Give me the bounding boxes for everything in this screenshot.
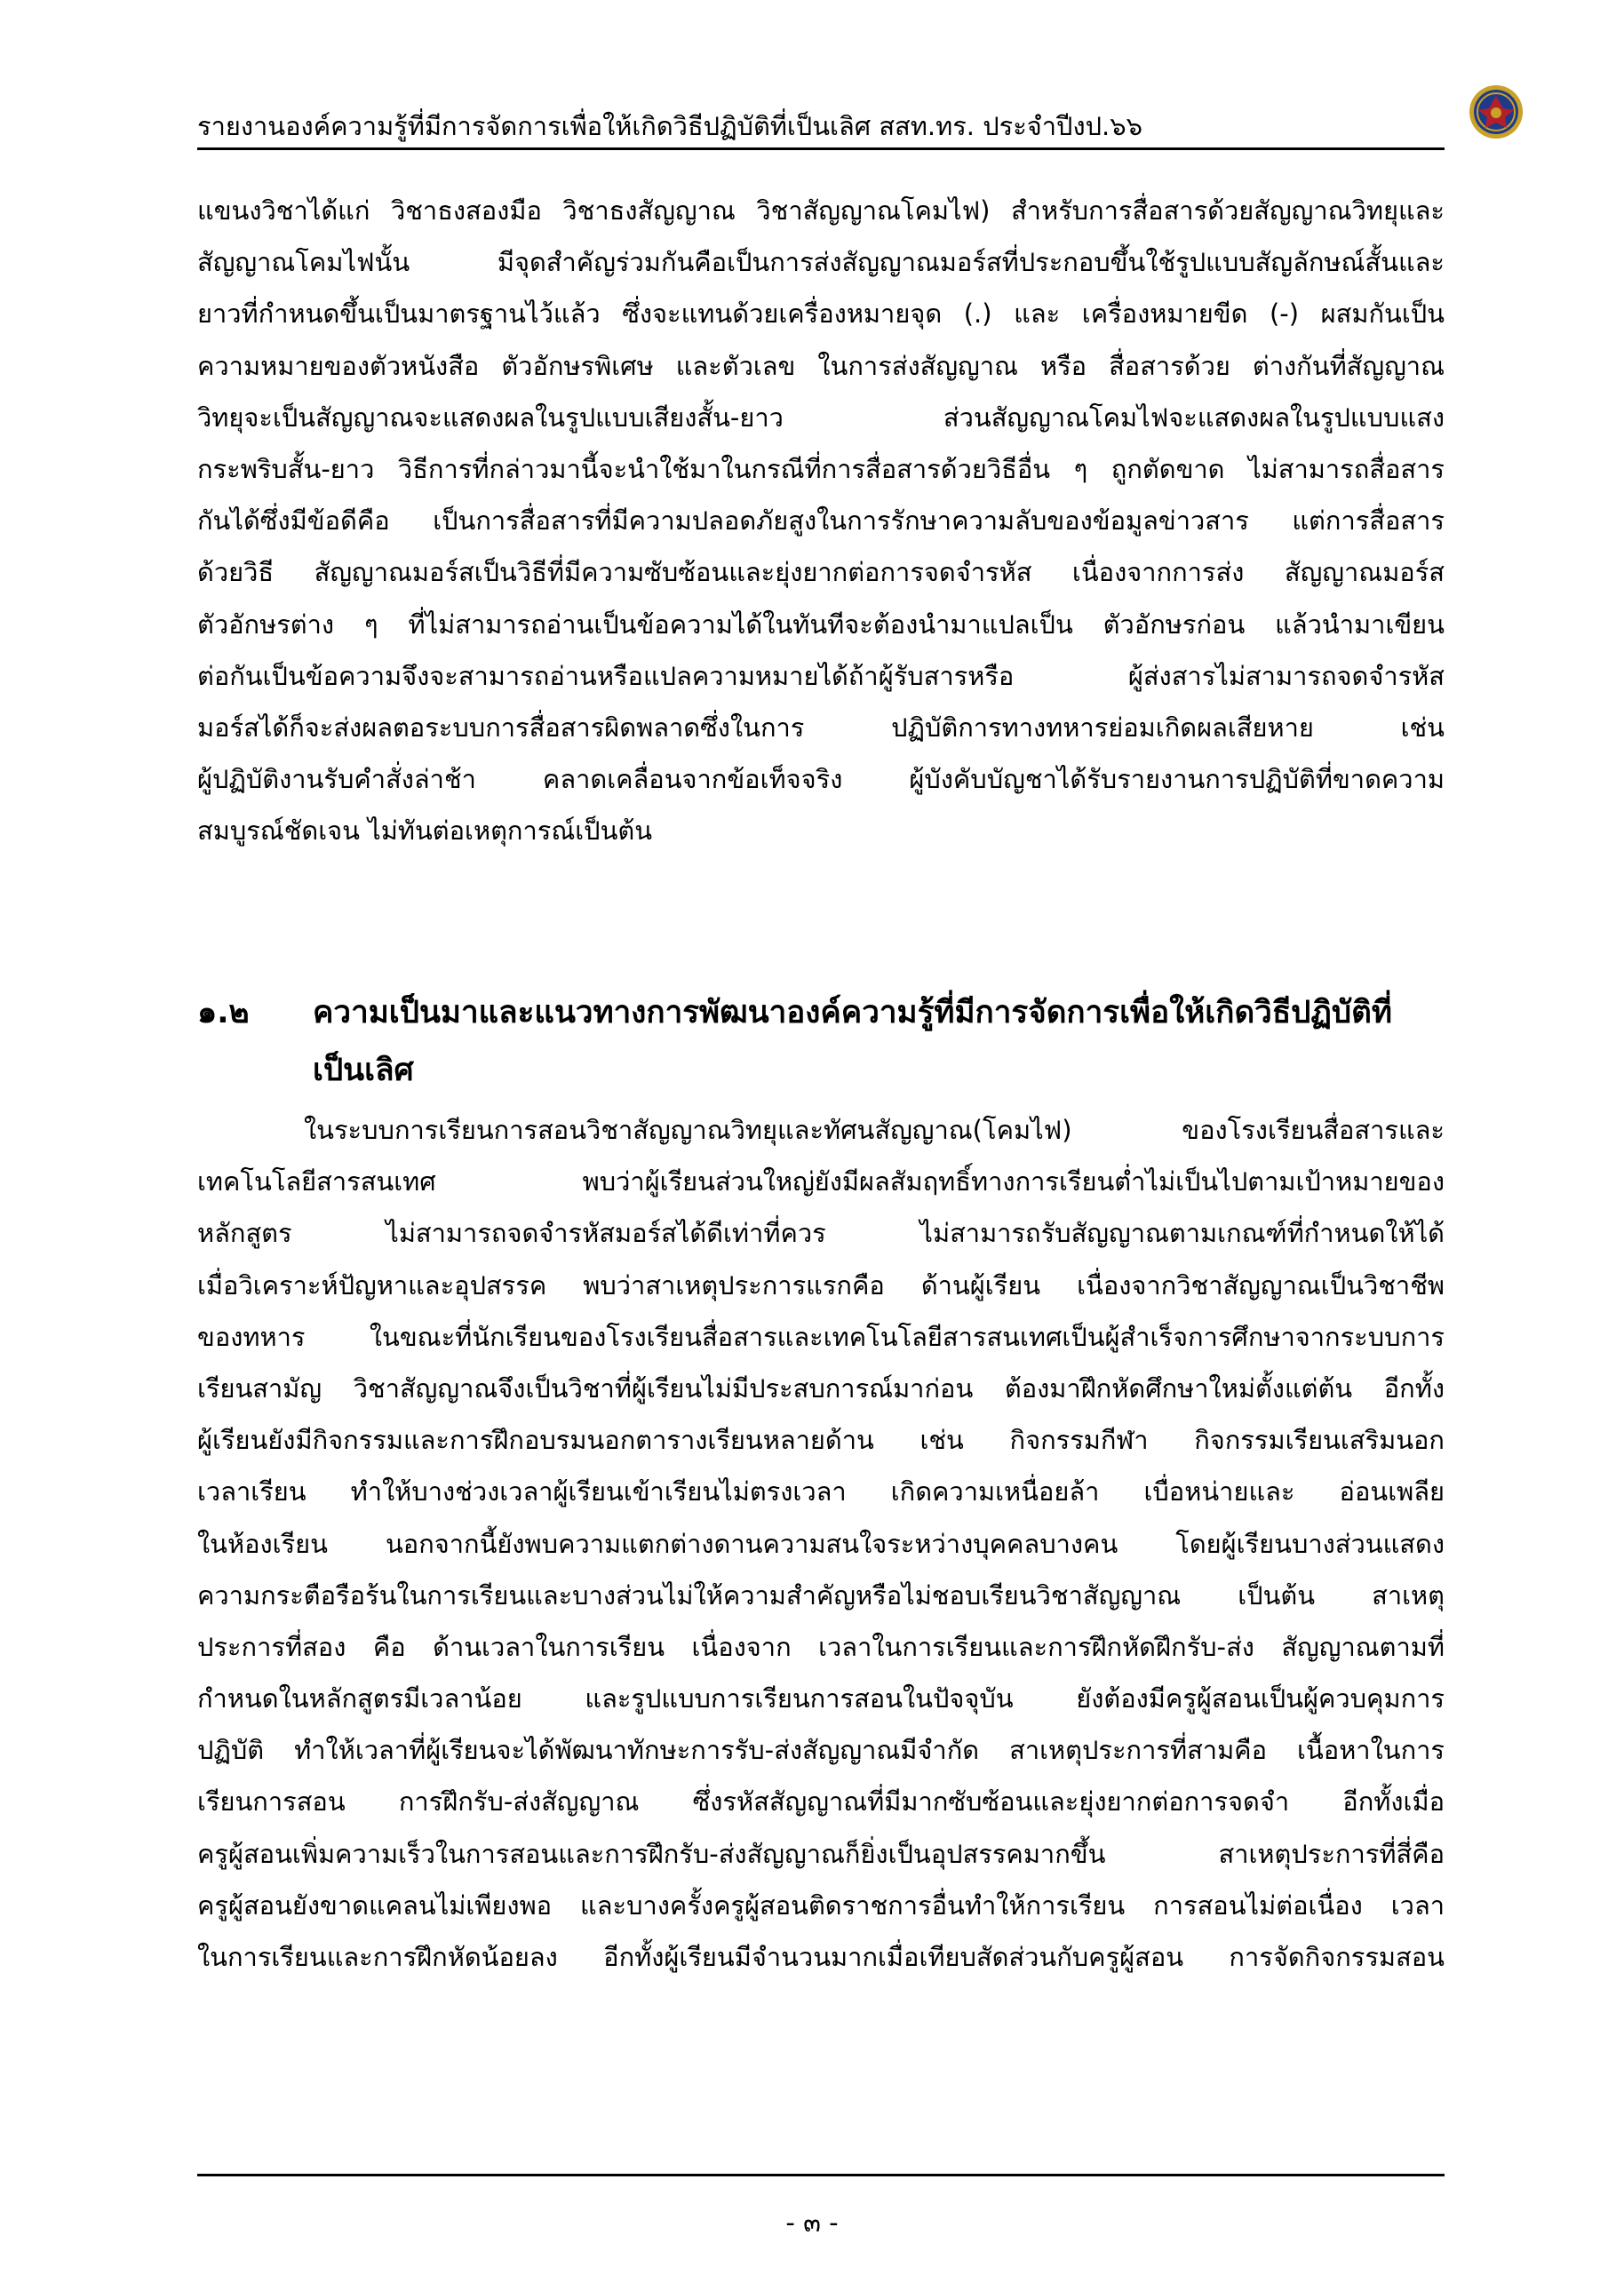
intro-line: ยาวที่กำหนดขึ้นเป็นมาตรฐานไว้แล้ว ซึ่งจะแทนด้วยเครื่องหมายจุด (.) และ เครื่องหมายขีด (-) ผสมกันเป็น <box>197 298 1445 330</box>
intro-paragraph <box>197 185 1445 856</box>
body-line: ครูผู้สอนยังขาดแคลนไม่เพียงพอ และบางครั้งครูผู้สอนติดราชการอื่นทำให้การเรียน การสอนไม่ต่อเนื่อง เวลา <box>197 1889 1445 1921</box>
body-line: ในระบบการเรียนการสอนวิชาสัญญาณวิทยุและทัศนสัญญาณ(โคมไฟ) ของโรงเรียนสื่อสารและ <box>304 1115 1445 1145</box>
intro-line: ต่อกันเป็นข้อความจึงจะสามารถอ่านหรือแปลความหมายได้ถ้าผู้รับสารหรือ ผู้ส่งสารไม่สามารถจดจำรหัส <box>197 660 1445 691</box>
intro-line: สมบูรณ์ชัดเจน ไม่ทันต่อเหตุการณ์เป็นต้น <box>197 815 653 847</box>
intro-line: ด้วยวิธี สัญญาณมอร์สเป็นวิธีที่มีความซับซ้อนและยุ่งยากต่อการจดจำรหัส เนื่องจากการส่ง สัญญาณมอร์ส <box>197 557 1445 588</box>
body-line: ในห้องเรียน นอกจากนี้ยังพบความแตกต่างดานความสนใจระหว่างบุคคลบางคน โดยผู้เรียนบางส่วนแสดง <box>197 1528 1445 1559</box>
intro-line: ตัวอักษรต่าง ๆ ที่ไม่สามารถอ่านเป็นข้อความได้ในทันทีจะต้องนำมาแปลเป็น ตัวอักษรก่อน แล้วนำมาเขียน <box>197 609 1445 640</box>
body-line: กำหนดในหลักสูตรมีเวลาน้อย และรูปแบบการเรียนการสอนในปัจจุบัน ยังต้องมีครูผู้สอนเป็นผู้ควบคุมการ <box>197 1683 1445 1714</box>
body-paragraph <box>197 1104 1445 1983</box>
body-line: ในการเรียนและการฝึกหัดน้อยลง อีกทั้งผู้เรียนมีจำนวนมากเมื่อเทียบสัดส่วนกับครูผู้สอน การจัดกิจกรรมสอน <box>197 1942 1445 1972</box>
body-line: เรียนการสอน การฝึกรับ-ส่งสัญญาณ ซึ่งรหัสสัญญาณที่มีมากซับซ้อนและยุ่งยากต่อการจดจำ อีกทั้งเมื่อ <box>197 1786 1445 1818</box>
body-line: ประการที่สอง คือ ด้านเวลาในการเรียน เนื่องจาก เวลาในการเรียนและการฝึกหัดฝึกรับ-ส่ง สัญญาณตามที่ <box>197 1631 1445 1662</box>
intro-line: วิทยุจะเป็นสัญญาณจะแสดงผลในรูปแบบเสียงสั้น-ยาว ส่วนสัญญาณโคมไฟจะแสดงผลในรูปแบบแสง <box>197 402 1445 433</box>
intro-line: ผู้ปฏิบัติงานรับคำสั่งล่าช้า คลาดเคลื่อนจากข้อเท็จจริง ผู้บังคับบัญชาได้รับรายงานการปฏิบัติที่ขาดความ <box>197 764 1445 795</box>
body-line: ปฏิบัติ ทำให้เวลาที่ผู้เรียนจะได้พัฒนาทักษะการรับ-ส่งสัญญาณมีจำกัด สาเหตุประการที่สามคือ เนื้อหาในการ <box>197 1735 1445 1766</box>
body-line: ผู้เรียนยังมีกิจกรรมและการฝึกอบรมนอกตารางเรียนหลายด้าน เช่น กิจกรรมกีฬา กิจกรรมเรียนเสริมนอก <box>197 1425 1445 1456</box>
running-header: รายงานองค์ความรู้ที่มีการจัดการเพื่อให้เกิดวิธีปฏิบัติที่เป็นเลิศ สสท.ทร. ประจำปีงป.๖๖ <box>197 111 1143 141</box>
body-line: ครูผู้สอนเพิ่มความเร็วในการสอนและการฝึกรับ-ส่งสัญญาณก็ยิ่งเป็นอุปสรรคมากขึ้น สาเหตุประการที่สี่คือ <box>197 1838 1445 1869</box>
intro-line: แขนงวิชาได้แก่ วิชาธงสองมือ วิชาธงสัญญาณ วิชาสัญญาณโคมไฟ) สำหรับการสื่อสารด้วยสัญญาณวิทยุและ <box>197 195 1445 226</box>
page-number: - ๓ - <box>785 2207 839 2238</box>
body-line: เวลาเรียน ทำให้บางช่วงเวลาผู้เรียนเข้าเรียนไม่ตรงเวลา เกิดความเหนื่อยล้า เบื่อหน่ายและ อ่อนเพลีย <box>197 1476 1445 1507</box>
body-line: เรียนสามัญ วิชาสัญญาณจึงเป็นวิชาที่ผู้เรียนไม่มีประสบการณ์มาก่อน ต้องมาฝึกหัดศึกษาใหม่ตั้งแต่ต้น อีกทั้ง <box>197 1372 1445 1404</box>
organization-emblem-icon <box>1468 84 1524 140</box>
header-divider <box>197 147 1445 150</box>
section-title-line-2: เป็นเลิศ <box>313 1053 414 1088</box>
intro-line: กระพริบสั้น-ยาว วิธีการที่กล่าวมานี้จะนำใช้มาในกรณีที่การสื่อสารด้วยวิธีอื่น ๆ ถูกตัดขาด ไม่สามารถสื่อสาร <box>197 453 1445 484</box>
intro-line: มอร์สได้ก็จะส่งผลตอระบบการสื่อสารผิดพลาดซึ่งในการ ปฏิบัติการทางทหารย่อมเกิดผลเสียหาย เช่น <box>197 712 1445 743</box>
footer-divider <box>197 2174 1445 2176</box>
intro-line: สัญญาณโคมไฟนั้น มีจุดสำคัญร่วมกันคือเป็นการส่งสัญญาณมอร์สที่ประกอบขึ้นใช้รูปแบบสัญลักษณ์สั้นและ <box>197 247 1445 278</box>
body-line: ความกระตือรือร้นในการเรียนและบางส่วนไม่ให้ความสำคัญหรือไม่ชอบเรียนวิชาสัญญาณ เป็นต้น สาเหตุ <box>197 1579 1445 1611</box>
intro-line: ความหมายของตัวหนังสือ ตัวอักษรพิเศษ และตัวเลข ในการส่งสัญญาณ หรือ สื่อสารด้วย ต่างกันที่สัญญาณ <box>197 350 1445 381</box>
section-number: ๑.๒ <box>197 995 250 1030</box>
body-line: เทคโนโลยีสารสนเทศ พบว่าผู้เรียนส่วนใหญ่ยังมีผลสัมฤทธิ์ทางการเรียนต่ำไม่เป็นไปตามเป้าหมายของ <box>197 1166 1445 1197</box>
section-title-line-1: ความเป็นมาและแนวทางการพัฒนาองค์ความรู้ที่มีการจัดการเพื่อให้เกิดวิธีปฏิบัติที่ <box>313 995 1392 1030</box>
body-line: ของทหาร ในขณะที่นักเรียนของโรงเรียนสื่อสารและเทคโนโลยีสารสนเทศเป็นผู้สำเร็จการศึกษาจากระบบการ <box>197 1321 1445 1352</box>
body-line: หลักสูตร ไม่สามารถจดจำรหัสมอร์สได้ดีเท่าที่ควร ไม่สามารถรับสัญญาณตามเกณฑ์ที่กำหนดให้ได้ <box>197 1218 1445 1249</box>
body-line: เมื่อวิเคราะห์ปัญหาและอุปสรรค พบว่าสาเหตุประการแรกคือ ด้านผู้เรียน เนื่องจากวิชาสัญญาณเป็นวิชาชีพ <box>197 1269 1445 1301</box>
intro-line: กันได้ซึ่งมีข้อดีคือ เป็นการสื่อสารที่มีความปลอดภัยสูงในการรักษาความลับของข้อมูลข่าวสาร แต่การสื่อสาร <box>197 505 1445 537</box>
